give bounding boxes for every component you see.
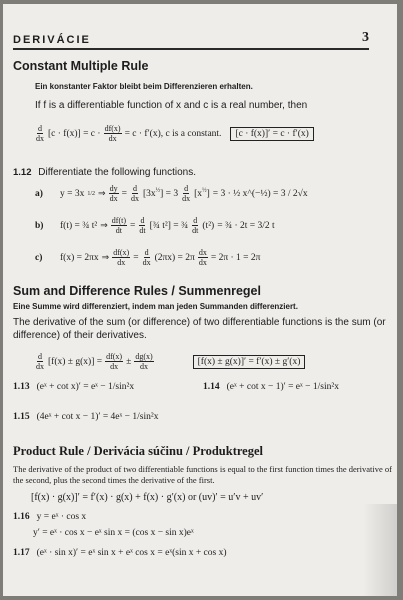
constant-multiple-subheading: Ein konstanter Faktor bleibt beim Differenzieren erhalten. — [35, 82, 253, 91]
d-dx-fraction: $\frac{d}{dx}$ — [36, 352, 44, 371]
constant-multiple-intro: If f is a differentiable function of x and c is a real number, then — [35, 100, 308, 111]
exercise-text: Differentiate the following functions. — [38, 167, 196, 178]
page-header — [13, 28, 369, 50]
exercise-112-c: c) f(x) = 2πx ⇒ $\frac{df(x)}{dx}$ = $\frac{d}{dx}$ (2πx) = 2π $\frac{dx}{dx}$ = 2π · 1 = 2π — [35, 248, 261, 267]
d-dx-fraction: $\frac{d}{dx}$ — [142, 248, 151, 267]
exercise-number: 1.14 — [203, 382, 220, 392]
exercise-line1: y = eˣ · cos x — [36, 512, 87, 522]
page-shadow — [363, 504, 397, 596]
item-result: = 3 · ½ x^(−½) = 3 / 2√x — [212, 188, 308, 199]
exercise-expr: (eˣ · sin x)′ = eˣ sin x + eˣ cos x = eˣ(sin x + cos x) — [36, 548, 227, 558]
df-dt-fraction: $\frac{df(t)}{dt}$ — [111, 216, 126, 235]
sum-difference-intro: The derivative of the sum (or difference) of two differentiable functions is the sum (or difference) of their derivatives. — [13, 317, 386, 341]
item-label: a) — [35, 188, 43, 199]
df-dx-fraction: $\frac{df(x)}{dx}$ — [104, 124, 121, 143]
dx-dx-fraction: $\frac{dx}{dx}$ — [198, 248, 207, 267]
item-result: = ¾ · 2t = 3/2 t — [217, 220, 275, 231]
book-page — [3, 4, 397, 596]
exercise-number: 1.16 — [13, 512, 30, 522]
formula-prefix: [c · f(x)] = c · — [48, 128, 101, 139]
exercise-116 — [13, 512, 86, 522]
constant-multiple-boxed: [c · f(x)]′ = c · f′(x) — [230, 127, 313, 141]
exercise-expr: (eˣ + cot x)′ = eˣ − 1/sin²x — [36, 382, 135, 392]
sum-difference-boxed: [f(x) ± g(x)]′ = f′(x) ± g′(x) — [193, 355, 306, 369]
dg-dx-fraction: $\frac{dg(x)}{dx}$ — [135, 352, 153, 371]
exercise-112 — [13, 166, 383, 179]
exercise-115 — [13, 412, 158, 422]
d-dx-fraction: $\frac{d}{dx}$ — [182, 184, 191, 203]
implies-arrow: ⇒ — [98, 188, 106, 198]
exercise-number: 1.12 — [13, 167, 32, 178]
constant-multiple-heading: Constant Multiple Rule — [13, 59, 149, 73]
d-dx-fraction: $\frac{d}{dx}$ — [36, 124, 44, 143]
exercise-number: 1.17 — [13, 548, 30, 558]
implies-arrow: ⇒ — [100, 220, 108, 230]
d-dt-fraction: $\frac{d}{dt}$ — [192, 216, 199, 235]
exercise-number: 1.13 — [13, 382, 30, 392]
exercise-expr: (eˣ + cot x − 1)′ = eˣ − 1/sin²x — [226, 382, 339, 392]
product-rule-heading: Product Rule / Derivácia súčinu / Produktregel — [13, 444, 263, 458]
df-dx-fraction: $\frac{df(x)}{dx}$ — [113, 248, 130, 267]
product-rule-intro: The derivative of the product of two differentiable functions is equal to the first function times the derivative of the second, plus the second times the derivative of the first. — [13, 464, 392, 485]
exercise-expr: (4eˣ + cot x − 1)′ = 4eˣ − 1/sin²x — [36, 412, 159, 422]
constant-multiple-formula — [35, 124, 385, 143]
item-label: b) — [35, 220, 44, 231]
exercise-114 — [203, 382, 339, 392]
item-left: f(x) = 2πx — [60, 252, 99, 263]
implies-arrow: ⇒ — [101, 252, 110, 262]
page-number: 3 — [362, 30, 369, 45]
formula-suffix: = c · f′(x), c is a constant. — [124, 128, 222, 139]
exercise-number: 1.15 — [13, 412, 30, 422]
d-dt-fraction: $\frac{d}{dt}$ — [139, 216, 146, 235]
exercise-112-a: a) y = 3x 1/2 ⇒ $\frac{dy}{dx}$ = $\frac{d}{dx}$ $[3x^{\frac{1}{2}}] = 3$ $\frac{d}{dx}$ $[x^{\frac{1}{2}}]$ = 3 · ½ x^(−½) = 3 / 2√x — [35, 184, 308, 203]
sum-difference-subheading: Eine Summe wird differenziert, indem man jeden Summanden differenziert. — [13, 302, 298, 311]
chapter-title: DERIVÁCIE — [13, 34, 91, 46]
item-left: f(t) = ¾ t² — [60, 220, 98, 231]
exercise-116-solution: y′ = eˣ · cos x − eˣ sin x = (cos x − sin x)eˣ — [33, 528, 194, 538]
exercise-113 — [13, 382, 134, 392]
product-rule-formula: [f(x) · g(x)]′ = f′(x) · g(x) + f(x) · g′(x) or (uv)′ = u′v + uv′ — [31, 492, 264, 503]
item-left: y = 3x — [60, 188, 85, 199]
item-result: = 2π · 1 = 2π — [210, 252, 261, 263]
exercise-112-b: b) f(t) = ¾ t² ⇒ $\frac{df(t)}{dt}$ = $\frac{d}{dt}$ [¾ t²] = ¾ $\frac{d}{dt}$ (t²) = ¾ · 2t = 3/2 t — [35, 216, 275, 235]
exercise-117 — [13, 548, 227, 558]
dy-dx-fraction: $\frac{dy}{dx}$ — [109, 184, 118, 203]
formula-prefix: [f(x) ± g(x)] = — [48, 356, 103, 367]
sum-difference-formula: $\frac{d}{dx}$ [f(x) ± g(x)] = $\frac{df(x)}{dx}$ ± $\frac{dg(x)}{dx}$ [f(x) ± g(x)]′ = f′(x) ± g′(x) — [35, 352, 385, 371]
item-label: c) — [35, 252, 43, 263]
d-dx-fraction: $\frac{d}{dx}$ — [130, 184, 139, 203]
item-exponent: 1/2 — [87, 190, 96, 197]
sum-difference-heading: Sum and Difference Rules / Summenregel — [13, 284, 261, 298]
df-dx-fraction: $\frac{df(x)}{dx}$ — [106, 352, 123, 371]
